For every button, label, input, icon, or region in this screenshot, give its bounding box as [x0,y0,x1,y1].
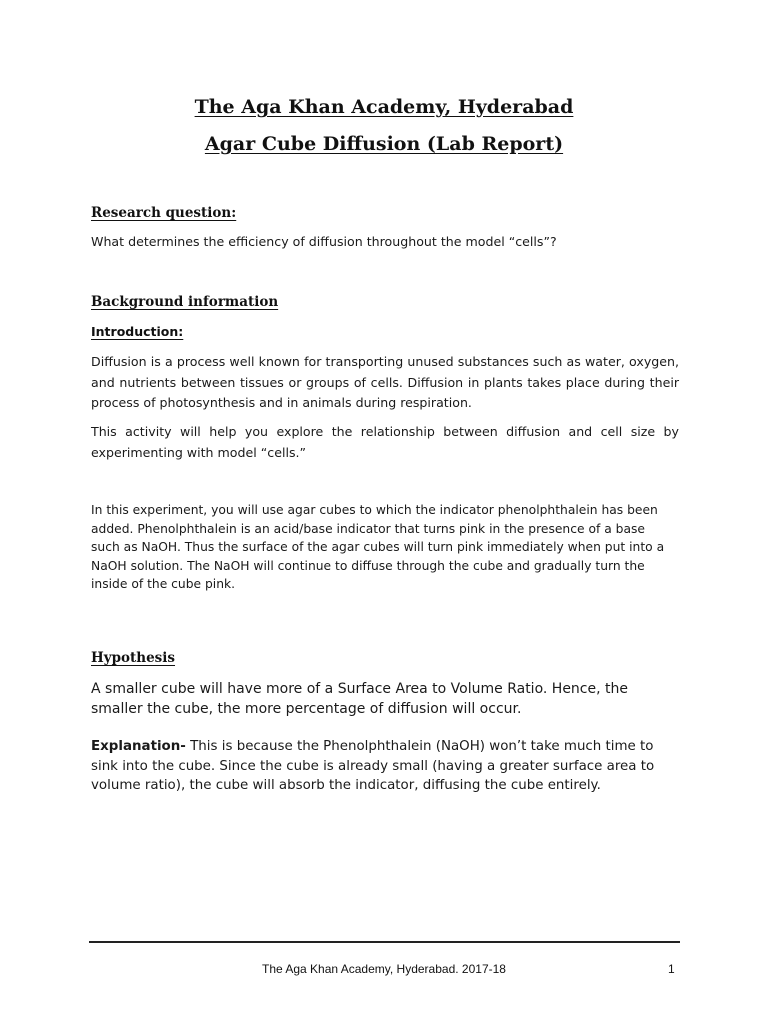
background-heading: Background information [91,294,279,310]
introduction-paragraph-2: This activity will help you explore the relationship between diffusion and cell size by experimenting with model “cells.” [91,424,679,460]
experiment-paragraph: In this experiment, you will use agar cubes to which the indicator phenolphthalein has been added. Phenolphthalein is an acid/base indicator that turns pink in the presence of a base such as NaOH. Thus the surface of the agar cubes will turn pink immediately when put into a NaOH solution. The NaOH will continue to diffuse through the cube and gradually turn the inside of the cube pink. [91,503,665,592]
school-title [0,96,768,118]
introduction-paragraph-1: Diffusion is a process well known for transporting unused substances such as water, oxygen, and nutrients between tissues or groups of cells. Diffusion in plants takes place during their process of photosynthesis and in animals during respiration. [91,354,679,410]
page-number: 1 [668,962,675,976]
report-title-text: Agar Cube Diffusion (Lab Report) [204,133,564,155]
footer-text: The Aga Khan Academy, Hyderabad. 2017-18 [262,962,506,976]
hypothesis-statement: A smaller cube will have more of a Surface Area to Volume Ratio. Hence, the smaller the cube, the more percentage of diffusion will occur. [91,681,628,717]
explanation-label: Explanation- [91,739,186,754]
hypothesis-heading: Hypothesis [91,650,176,666]
research-question-text: What determines the efficiency of diffusion throughout the model “cells”? [91,234,557,249]
hypothesis-explanation [91,737,676,796]
introduction-heading: Introduction: [91,324,184,339]
report-title [0,133,768,155]
footer-divider [89,941,680,943]
research-question-heading: Research question: [91,205,237,221]
school-title-text: The Aga Khan Academy, Hyderabad [194,96,574,118]
explanation-text: This is because the Phenolphthalein (NaOH) won’t take much time to sink into the cube. Since the cube is already small (having a greater surface area to volume ratio), the cube will absorb the indicator, diffusing the cube entirely. [91,739,655,793]
